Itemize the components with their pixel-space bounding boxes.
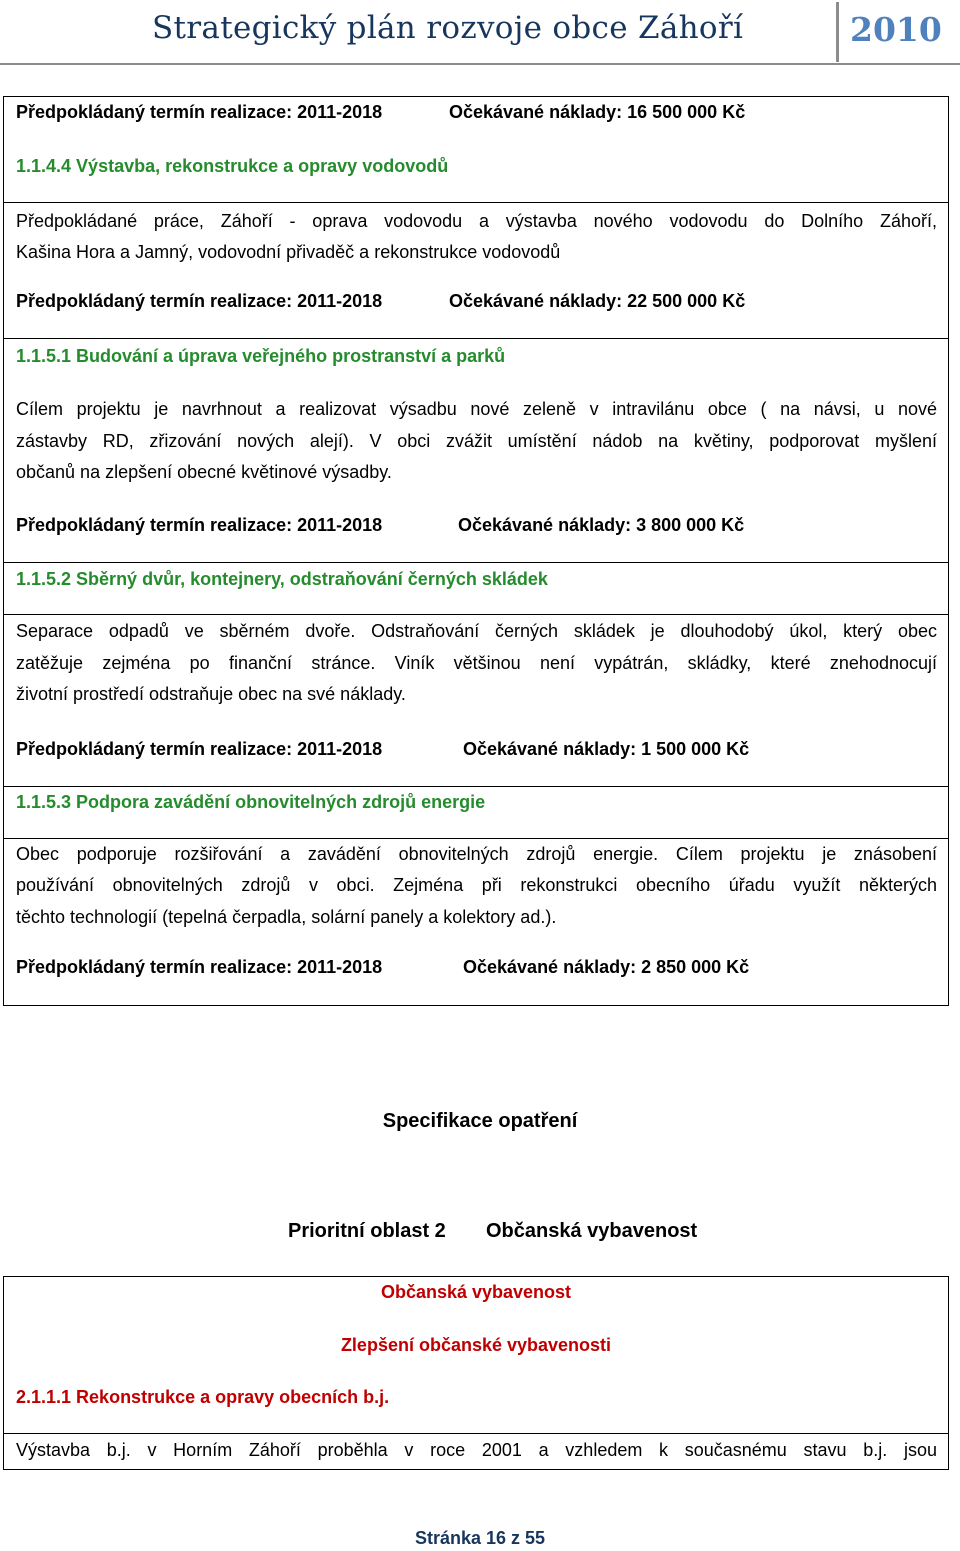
table-row [4,562,948,614]
page-number: Stránka 16 z 55 [414,1528,546,1548]
table-row [4,1433,948,1469]
priority-table [3,1276,949,1470]
term-text: Předpokládaný termín realizace: 2011-2018 [16,291,383,311]
costs-text: Očekávané náklady: 16 500 000 Kč [449,102,746,122]
table-row [4,614,948,734]
area-title: Občanská vybavenost [380,1282,572,1302]
description-line: Výstavba b.j. v Horním Záhoří proběhla v roce 2001 a vzhledem k současnému stavu b.j. jsou [16,1440,937,1460]
priority-name: Občanská vybavenost [486,1220,698,1242]
table-row [4,1329,948,1381]
description-line: Separace odpadů ve sběrném dvoře. Odstraňování černých skládek je dlouhodobý úkol, který obec [16,621,937,641]
costs-text: Očekávané náklady: 1 500 000 Kč [463,739,750,759]
description-line: používání obnovitelných zdrojů v obci. Zejména při rekonstrukci obecního úřadu využít některých [16,875,937,895]
table-row [4,1381,948,1433]
table-row [4,510,948,562]
section-heading: 1.1.5.1 Budování a úprava veřejného prostranství a parků [16,346,506,366]
spec-title: Specifikace opatření [382,1110,578,1132]
page-header [0,0,960,64]
description-line: Obec podporuje rozšiřování a zavádění obnovitelných zdrojů energie. Cílem projektu je znásobení [16,844,937,864]
table-row [4,958,948,1004]
description-line: zástavby RD, zřizování nových alejí). V obci zvážit umístění nádob na květiny, podporovat myšlení [16,431,937,451]
table-row [4,338,948,390]
description-line: Kašina Hora a Jamný, vodovodní přivaděč a rekonstrukce vodovodů [16,242,561,262]
table-row [4,97,948,150]
table-row [4,734,948,786]
term-text: Předpokládaný termín realizace: 2011-2018 [16,739,383,759]
description-line: Předpokládané práce, Záhoří - oprava vodovodu a výstavba nového vodovodu do Dolního Záhoří, [16,211,937,231]
term-text: Předpokládaný termín realizace: 2011-2018 [16,102,383,122]
table-row [4,838,948,958]
header-title: Strategický plán rozvoje obce Záhoří [152,10,744,46]
costs-text: Očekávané náklady: 2 850 000 Kč [463,957,750,977]
table-row [4,150,948,202]
costs-text: Očekávané náklady: 22 500 000 Kč [449,291,746,311]
header-year: 2010 [850,10,942,49]
measures-table [3,96,949,1006]
table-row [4,390,948,510]
description-line: životní prostředí odstraňuje obec na své náklady. [16,684,406,704]
description-line: těchto technologií (tepelná čerpadla, solární panely a kolektory ad.). [16,907,557,927]
table-row [4,202,948,286]
section-heading: 2.1.1.1 Rekonstrukce a opravy obecních b.j. [16,1387,390,1407]
section-heading: 1.1.5.2 Sběrný dvůr, kontejnery, odstraňování černých skládek [16,569,548,589]
description-line: Cílem projektu je navrhnout a realizovat výsadbu nové zeleně v intravilánu obce ( na návsi, u nové [16,399,937,419]
description-line: zatěžuje zejména po finanční stránce. Viník většinou není vypátrán, skládky, které znehodnocují [16,653,937,673]
term-text: Předpokládaný termín realizace: 2011-2018 [16,515,383,535]
goal-title: Zlepšení občanské vybavenosti [340,1335,612,1355]
costs-text: Očekávané náklady: 3 800 000 Kč [458,515,745,535]
description-line: občanů na zlepšení obecné květinové výsadby. [16,462,392,482]
section-heading: 1.1.4.4 Výstavba, rekonstrukce a opravy vodovodů [16,156,449,176]
term-text: Předpokládaný termín realizace: 2011-2018 [16,957,383,977]
header-separator [836,2,839,62]
table-row [4,286,948,338]
header-rule [0,63,960,65]
table-row [4,1277,948,1329]
section-heading: 1.1.5.3 Podpora zavádění obnovitelných zdrojů energie [16,792,486,812]
table-row [4,786,948,838]
priority-label: Prioritní oblast 2 [288,1220,446,1242]
